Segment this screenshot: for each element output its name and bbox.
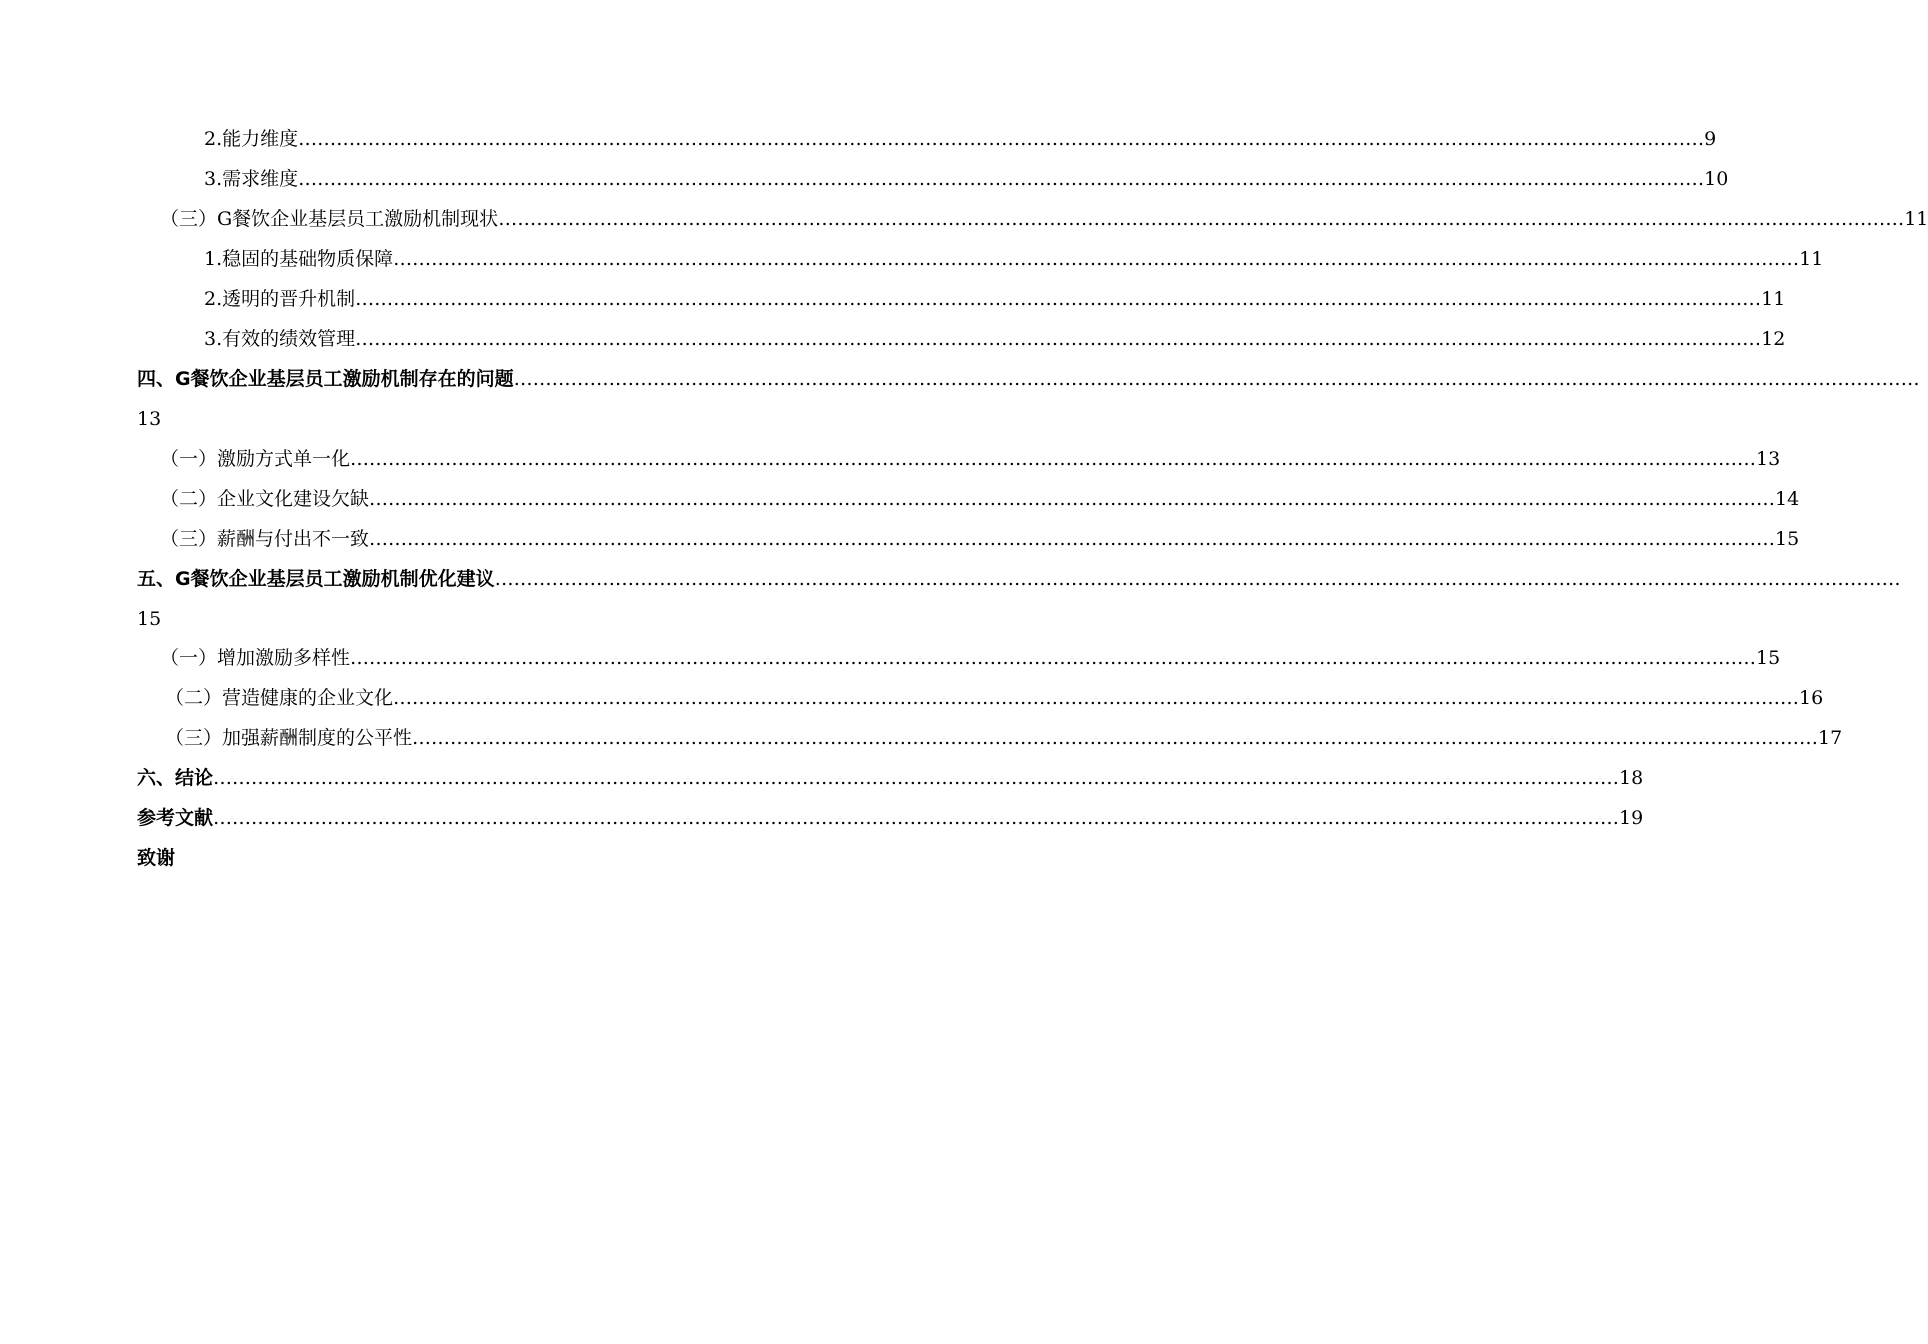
toc-entry[interactable] [165,683,1824,713]
toc-leader-dots: …………………………………………………………………………………………………………………………………………………………………………………………………… [213,807,1620,829]
toc-leader-dots: …………………………………………………………………………………………………………………………………………………………………………………………………… [355,328,1762,350]
toc-entry-page: 10 [1704,168,1729,190]
toc-entry-title: （二）营造健康的企业文化 [165,687,394,709]
toc-chapter-entry[interactable] [137,364,1920,394]
toc-leader-dots: …………………………………………………………………………………………………………………………………………………………………………………………………… [498,208,1905,230]
toc-entry-title: 参考文献 [137,807,214,829]
toc-entry-title: 四、G餐饮企业基层员工激励机制存在的问题 [137,368,514,390]
toc-entry-page: 15 [1775,528,1800,550]
toc-entry-title: 2.能力维度 [204,128,299,150]
toc-leader-dots: …………………………………………………………………………………………………………………………………………………………………………………………………… [369,528,1776,550]
toc-entry-page: 15 [137,608,162,630]
toc-entry-page: 14 [1775,488,1800,510]
toc-entry-page: 11 [1761,288,1786,310]
toc-entry-page: 11 [1904,208,1928,230]
toc-entry-title: 五、G餐饮企业基层员工激励机制优化建议 [137,568,495,590]
toc-leader-dots: …………………………………………………………………………………………………………………………………………………………………………………………………… [393,248,1800,270]
toc-leader-dots: …………………………………………………………………………………………………………………………………………………………………………………………………… [513,368,1920,390]
toc-entry-page: 16 [1799,687,1824,709]
toc-entry[interactable] [204,244,1824,274]
toc-entry[interactable] [160,643,1781,673]
toc-entry-page: 9 [1704,128,1717,150]
toc-entry[interactable] [160,524,1800,554]
toc-entry[interactable] [160,444,1781,474]
toc-leader-dots: …………………………………………………………………………………………………………………………………………………………………………………………………… [412,727,1819,749]
toc-entry[interactable] [165,723,1843,753]
toc-entry-title: 3.有效的绩效管理 [204,328,356,350]
toc-entry[interactable] [160,204,1928,234]
toc-entry-title: （三）G餐饮企业基层员工激励机制现状 [160,208,499,230]
toc-entry-title: （三）薪酬与付出不一致 [160,528,370,550]
toc-entry-title: （二）企业文化建设欠缺 [160,488,370,510]
toc-chapter-entry[interactable] [137,763,1644,793]
toc-leader-dots: …………………………………………………………………………………………………………………………………………………………………………………………………… [298,128,1705,150]
toc-leader-dots: …………………………………………………………………………………………………………………………………………………………………………………………………… [393,687,1800,709]
toc-leader-dots: …………………………………………………………………………………………………………………………………………………………………………………………………… [355,288,1762,310]
toc-leader-dots: …………………………………………………………………………………………………………………………………………………………………………………………………… [213,767,1620,789]
toc-entry[interactable] [160,484,1800,514]
toc-entry-page: 19 [1619,807,1644,829]
toc-entry-title: 六、结论 [137,767,214,789]
toc-entry-page: 13 [1756,448,1781,470]
toc-entry-page: 17 [1818,727,1843,749]
toc-chapter-entry[interactable] [137,843,337,873]
toc-leader-dots: …………………………………………………………………………………………………………………………………………………………………………………………………… [494,568,1901,590]
toc-entry-title: 2.透明的晋升机制 [204,288,356,310]
toc-entry-title: （三）加强薪酬制度的公平性 [165,727,413,749]
toc-entry-title: 3.需求维度 [204,168,299,190]
toc-entry[interactable] [204,324,1786,354]
toc-entry-title: 1.稳固的基础物质保障 [204,248,394,270]
toc-leader-dots: …………………………………………………………………………………………………………………………………………………………………………………………………… [369,488,1776,510]
toc-entry-page: 11 [1799,248,1824,270]
toc-chapter-entry[interactable] [137,803,1644,833]
toc-entry-page: 13 [137,408,162,430]
toc-leader-dots: …………………………………………………………………………………………………………………………………………………………………………………………………… [350,448,1757,470]
toc-entry-page: 15 [1756,647,1781,669]
toc-entry-page: 18 [1619,767,1644,789]
toc-entry[interactable] [204,284,1786,314]
toc-chapter-entry[interactable] [137,564,1901,594]
toc-entry[interactable] [204,164,1729,194]
toc-leader-dots: …………………………………………………………………………………………………………………………………………………………………………………………………… [298,168,1705,190]
toc-entry[interactable] [204,124,1717,154]
toc-leader-dots: …………………………………………………………………………………………………………………………………………………………………………………………………… [350,647,1757,669]
toc-entry-title: （一）增加激励多样性 [160,647,351,669]
toc-entry-title: 致谢 [137,847,176,869]
toc-entry-title: （一）激励方式单一化 [160,448,351,470]
toc-entry-page: 12 [1761,328,1786,350]
